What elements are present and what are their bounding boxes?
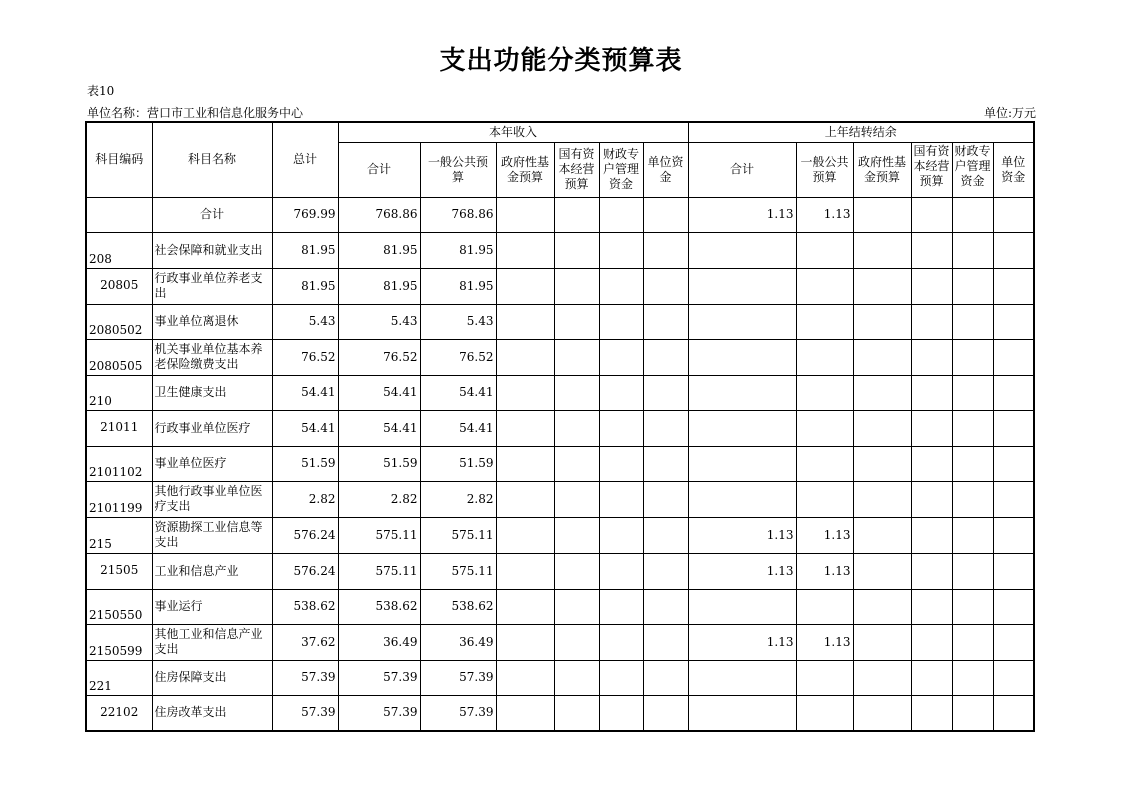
- row-current-gov-fund: [496, 268, 554, 304]
- row-current-state-capital: [554, 624, 599, 660]
- row-last-unit-fund: [993, 517, 1034, 553]
- row-current-general: 81.95: [420, 232, 496, 268]
- table-row: [86, 339, 1034, 375]
- table-row: [86, 197, 1034, 232]
- header-current-fiscal-special: 财政专户管理资金: [599, 142, 643, 197]
- row-total: 2.82: [272, 481, 338, 517]
- row-last-unit-fund: [993, 553, 1034, 589]
- row-last-unit-fund: [993, 375, 1034, 410]
- header-current-general: 一般公共预算: [420, 142, 496, 197]
- header-current-income: 本年收入: [338, 122, 688, 142]
- table-row: [86, 304, 1034, 339]
- row-current-unit-fund: [643, 553, 688, 589]
- row-name: 事业单位医疗: [152, 446, 272, 481]
- row-last-sum: [688, 410, 796, 446]
- row-code: 2150599: [86, 624, 152, 660]
- row-last-sum: 1.13: [688, 197, 796, 232]
- row-name: 资源勘探工业信息等支出: [152, 517, 272, 553]
- row-current-fiscal-special: [599, 517, 643, 553]
- row-current-unit-fund: [643, 197, 688, 232]
- unit-name: 单位名称：营口市工业和信息化服务中心: [87, 106, 304, 120]
- header-last-gov-fund: 政府性基金预算: [853, 142, 911, 197]
- table-row: [86, 410, 1034, 446]
- row-last-general: 1.13: [796, 624, 853, 660]
- row-current-state-capital: [554, 197, 599, 232]
- row-last-gov-fund: [853, 553, 911, 589]
- row-last-state-capital: [911, 660, 952, 695]
- unit-label: 单位:万元: [983, 106, 1036, 120]
- row-code: 21011: [86, 410, 152, 446]
- row-current-unit-fund: [643, 481, 688, 517]
- row-current-state-capital: [554, 517, 599, 553]
- row-name: 其他工业和信息产业支出: [152, 624, 272, 660]
- row-last-gov-fund: [853, 446, 911, 481]
- row-last-state-capital: [911, 695, 952, 731]
- row-current-unit-fund: [643, 589, 688, 624]
- row-last-state-capital: [911, 375, 952, 410]
- row-last-general: 1.13: [796, 197, 853, 232]
- row-last-general: 1.13: [796, 553, 853, 589]
- row-last-unit-fund: [993, 232, 1034, 268]
- row-last-fiscal-special: [952, 517, 993, 553]
- row-current-unit-fund: [643, 375, 688, 410]
- row-current-sum: 54.41: [338, 375, 420, 410]
- row-last-general: [796, 660, 853, 695]
- header-last-state-capital: 国有资本经营预算: [913, 143, 950, 188]
- row-current-state-capital: [554, 339, 599, 375]
- table-row: [86, 268, 1034, 304]
- row-code: 2080505: [86, 339, 152, 375]
- row-last-fiscal-special: [952, 446, 993, 481]
- row-name: 合计: [152, 197, 272, 232]
- row-code: 2150550: [86, 589, 152, 624]
- row-last-unit-fund: [993, 481, 1034, 517]
- row-last-gov-fund: [853, 339, 911, 375]
- row-current-fiscal-special: [599, 446, 643, 481]
- row-total: 81.95: [272, 268, 338, 304]
- row-last-state-capital: [911, 232, 952, 268]
- row-current-unit-fund: [643, 446, 688, 481]
- row-name: 其他行政事业单位医疗支出: [152, 481, 272, 517]
- row-current-general: 57.39: [420, 695, 496, 731]
- row-current-sum: 575.11: [338, 517, 420, 553]
- table-row: [86, 695, 1034, 731]
- row-last-sum: [688, 232, 796, 268]
- row-last-unit-fund: [993, 197, 1034, 232]
- row-last-general: 1.13: [796, 517, 853, 553]
- row-name: 事业单位离退休: [152, 304, 272, 339]
- row-last-sum: [688, 481, 796, 517]
- row-last-gov-fund: [853, 232, 911, 268]
- row-current-fiscal-special: [599, 375, 643, 410]
- row-current-state-capital: [554, 660, 599, 695]
- row-last-gov-fund: [853, 660, 911, 695]
- row-last-unit-fund: [993, 589, 1034, 624]
- row-current-sum: 76.52: [338, 339, 420, 375]
- row-last-fiscal-special: [952, 268, 993, 304]
- row-name: 事业运行: [152, 589, 272, 624]
- row-current-gov-fund: [496, 624, 554, 660]
- header-current-gov-fund: 政府性基金预算: [496, 142, 554, 197]
- row-last-gov-fund: [853, 268, 911, 304]
- row-last-fiscal-special: [952, 197, 993, 232]
- row-current-state-capital: [554, 232, 599, 268]
- row-current-unit-fund: [643, 339, 688, 375]
- row-total: 57.39: [272, 695, 338, 731]
- row-total: 54.41: [272, 375, 338, 410]
- row-total: 576.24: [272, 553, 338, 589]
- row-current-fiscal-special: [599, 232, 643, 268]
- table-row: [86, 553, 1034, 589]
- row-current-state-capital: [554, 268, 599, 304]
- row-last-fiscal-special: [952, 695, 993, 731]
- row-last-gov-fund: [853, 197, 911, 232]
- row-last-state-capital: [911, 517, 952, 553]
- row-last-fiscal-special: [952, 232, 993, 268]
- header-current-unit-fund: 单位资金: [643, 142, 688, 197]
- row-current-general: 5.43: [420, 304, 496, 339]
- row-code: 21505: [86, 553, 152, 589]
- row-last-sum: [688, 304, 796, 339]
- row-current-sum: 51.59: [338, 446, 420, 481]
- row-last-gov-fund: [853, 695, 911, 731]
- row-current-gov-fund: [496, 481, 554, 517]
- row-current-general: 54.41: [420, 410, 496, 446]
- row-last-state-capital: [911, 589, 952, 624]
- row-current-sum: 768.86: [338, 197, 420, 232]
- row-last-unit-fund: [993, 660, 1034, 695]
- row-last-fiscal-special: [952, 660, 993, 695]
- row-current-state-capital: [554, 695, 599, 731]
- row-code: [86, 197, 152, 232]
- row-current-general: 51.59: [420, 446, 496, 481]
- row-current-general: 768.86: [420, 197, 496, 232]
- row-last-general: [796, 481, 853, 517]
- row-current-state-capital: [554, 589, 599, 624]
- row-last-unit-fund: [993, 446, 1034, 481]
- row-current-sum: 538.62: [338, 589, 420, 624]
- row-current-fiscal-special: [599, 624, 643, 660]
- row-current-general: 76.52: [420, 339, 496, 375]
- row-last-sum: [688, 375, 796, 410]
- row-current-unit-fund: [643, 624, 688, 660]
- table-row: [86, 517, 1034, 553]
- row-code: 208: [86, 232, 152, 268]
- header-last-fiscal-special: 财政专户管理资金: [954, 143, 991, 188]
- row-total: 576.24: [272, 517, 338, 553]
- row-code: 22102: [86, 695, 152, 731]
- row-current-unit-fund: [643, 268, 688, 304]
- row-current-general: 36.49: [420, 624, 496, 660]
- row-code: 2080502: [86, 304, 152, 339]
- row-current-unit-fund: [643, 660, 688, 695]
- row-total: 51.59: [272, 446, 338, 481]
- row-last-sum: 1.13: [688, 517, 796, 553]
- table-row: [86, 481, 1034, 517]
- row-last-general: [796, 589, 853, 624]
- row-code: 2101199: [86, 481, 152, 517]
- row-current-gov-fund: [496, 553, 554, 589]
- row-last-gov-fund: [853, 517, 911, 553]
- header-last-year-carryover: 上年结转结余: [688, 122, 1034, 142]
- row-current-unit-fund: [643, 410, 688, 446]
- row-current-state-capital: [554, 481, 599, 517]
- row-current-fiscal-special: [599, 660, 643, 695]
- row-last-gov-fund: [853, 375, 911, 410]
- row-current-gov-fund: [496, 410, 554, 446]
- row-last-gov-fund: [853, 410, 911, 446]
- row-name: 住房保障支出: [152, 660, 272, 695]
- row-name: 行政事业单位养老支出: [152, 268, 272, 304]
- row-last-state-capital: [911, 446, 952, 481]
- row-current-fiscal-special: [599, 553, 643, 589]
- row-total: 57.39: [272, 660, 338, 695]
- row-current-fiscal-special: [599, 268, 643, 304]
- row-current-general: 81.95: [420, 268, 496, 304]
- row-current-fiscal-special: [599, 695, 643, 731]
- row-current-unit-fund: [643, 304, 688, 339]
- row-code: 210: [86, 375, 152, 410]
- row-last-sum: 1.13: [688, 553, 796, 589]
- row-current-state-capital: [554, 553, 599, 589]
- row-last-sum: 1.13: [688, 624, 796, 660]
- row-last-gov-fund: [853, 481, 911, 517]
- row-current-state-capital: [554, 410, 599, 446]
- row-current-unit-fund: [643, 517, 688, 553]
- row-total: 769.99: [272, 197, 338, 232]
- row-last-fiscal-special: [952, 481, 993, 517]
- row-name: 社会保障和就业支出: [152, 232, 272, 268]
- row-last-state-capital: [911, 197, 952, 232]
- row-last-general: [796, 375, 853, 410]
- row-current-sum: 575.11: [338, 553, 420, 589]
- table-row: [86, 589, 1034, 624]
- row-last-unit-fund: [993, 268, 1034, 304]
- row-last-fiscal-special: [952, 589, 993, 624]
- table-row: [86, 232, 1034, 268]
- row-current-fiscal-special: [599, 339, 643, 375]
- page-title: 支出功能分类预算表: [439, 46, 683, 76]
- header-current-sum: 合计: [338, 142, 420, 197]
- row-name: 住房改革支出: [152, 695, 272, 731]
- row-last-general: [796, 410, 853, 446]
- header-last-unit-fund: 单位资金: [993, 142, 1034, 197]
- row-name: 工业和信息产业: [152, 553, 272, 589]
- row-last-state-capital: [911, 339, 952, 375]
- row-current-gov-fund: [496, 446, 554, 481]
- row-current-general: 575.11: [420, 553, 496, 589]
- table-row: [86, 624, 1034, 660]
- row-name: 机关事业单位基本养老保险缴费支出: [152, 339, 272, 375]
- header-last-sum: 合计: [688, 142, 796, 197]
- row-last-unit-fund: [993, 339, 1034, 375]
- row-current-gov-fund: [496, 695, 554, 731]
- header-name: 科目名称: [152, 122, 272, 197]
- row-last-fiscal-special: [952, 624, 993, 660]
- row-current-gov-fund: [496, 232, 554, 268]
- row-last-sum: [688, 660, 796, 695]
- row-last-state-capital: [911, 268, 952, 304]
- row-last-state-capital: [911, 304, 952, 339]
- row-current-general: 57.39: [420, 660, 496, 695]
- row-last-unit-fund: [993, 695, 1034, 731]
- row-current-state-capital: [554, 446, 599, 481]
- row-current-sum: 57.39: [338, 660, 420, 695]
- row-total: 538.62: [272, 589, 338, 624]
- row-last-unit-fund: [993, 410, 1034, 446]
- row-last-unit-fund: [993, 304, 1034, 339]
- row-last-fiscal-special: [952, 410, 993, 446]
- row-last-fiscal-special: [952, 304, 993, 339]
- row-last-general: [796, 339, 853, 375]
- row-last-sum: [688, 268, 796, 304]
- row-current-fiscal-special: [599, 589, 643, 624]
- row-code: 221: [86, 660, 152, 695]
- row-current-gov-fund: [496, 197, 554, 232]
- row-current-general: 538.62: [420, 589, 496, 624]
- row-current-fiscal-special: [599, 410, 643, 446]
- row-total: 5.43: [272, 304, 338, 339]
- row-last-sum: [688, 695, 796, 731]
- row-total: 81.95: [272, 232, 338, 268]
- row-current-sum: 36.49: [338, 624, 420, 660]
- row-last-general: [796, 304, 853, 339]
- header-total: 总计: [272, 122, 338, 197]
- row-last-state-capital: [911, 481, 952, 517]
- row-last-gov-fund: [853, 624, 911, 660]
- row-current-sum: 81.95: [338, 268, 420, 304]
- row-current-sum: 5.43: [338, 304, 420, 339]
- budget-table: [85, 121, 1035, 732]
- row-last-sum: [688, 589, 796, 624]
- table-row: [86, 446, 1034, 481]
- row-current-sum: 57.39: [338, 695, 420, 731]
- row-current-sum: 2.82: [338, 481, 420, 517]
- table-number: 表10: [87, 84, 115, 98]
- row-current-gov-fund: [496, 517, 554, 553]
- header-code: 科目编码: [86, 122, 152, 197]
- row-current-gov-fund: [496, 660, 554, 695]
- row-current-state-capital: [554, 304, 599, 339]
- row-last-gov-fund: [853, 304, 911, 339]
- row-code: 20805: [86, 268, 152, 304]
- row-current-unit-fund: [643, 232, 688, 268]
- header-last-general: 一般公共预算: [796, 142, 853, 197]
- row-last-general: [796, 446, 853, 481]
- row-current-gov-fund: [496, 589, 554, 624]
- row-total: 54.41: [272, 410, 338, 446]
- row-current-sum: 81.95: [338, 232, 420, 268]
- row-last-general: [796, 695, 853, 731]
- row-current-unit-fund: [643, 695, 688, 731]
- row-total: 37.62: [272, 624, 338, 660]
- row-current-gov-fund: [496, 375, 554, 410]
- row-last-fiscal-special: [952, 553, 993, 589]
- row-last-general: [796, 268, 853, 304]
- row-current-general: 575.11: [420, 517, 496, 553]
- row-current-gov-fund: [496, 304, 554, 339]
- row-current-general: 2.82: [420, 481, 496, 517]
- row-last-gov-fund: [853, 589, 911, 624]
- row-last-sum: [688, 446, 796, 481]
- row-code: 215: [86, 517, 152, 553]
- row-last-state-capital: [911, 553, 952, 589]
- row-code: 2101102: [86, 446, 152, 481]
- row-name: 卫生健康支出: [152, 375, 272, 410]
- row-last-fiscal-special: [952, 339, 993, 375]
- row-current-fiscal-special: [599, 304, 643, 339]
- row-current-sum: 54.41: [338, 410, 420, 446]
- row-current-gov-fund: [496, 339, 554, 375]
- row-last-fiscal-special: [952, 375, 993, 410]
- row-last-sum: [688, 339, 796, 375]
- row-last-general: [796, 232, 853, 268]
- row-name: 行政事业单位医疗: [152, 410, 272, 446]
- row-current-general: 54.41: [420, 375, 496, 410]
- row-last-state-capital: [911, 410, 952, 446]
- row-last-unit-fund: [993, 624, 1034, 660]
- row-current-fiscal-special: [599, 481, 643, 517]
- table-row: [86, 660, 1034, 695]
- table-row: [86, 375, 1034, 410]
- row-last-state-capital: [911, 624, 952, 660]
- row-current-fiscal-special: [599, 197, 643, 232]
- header-current-state-capital: 国有资本经营预算: [554, 142, 599, 197]
- row-total: 76.52: [272, 339, 338, 375]
- row-current-state-capital: [554, 375, 599, 410]
